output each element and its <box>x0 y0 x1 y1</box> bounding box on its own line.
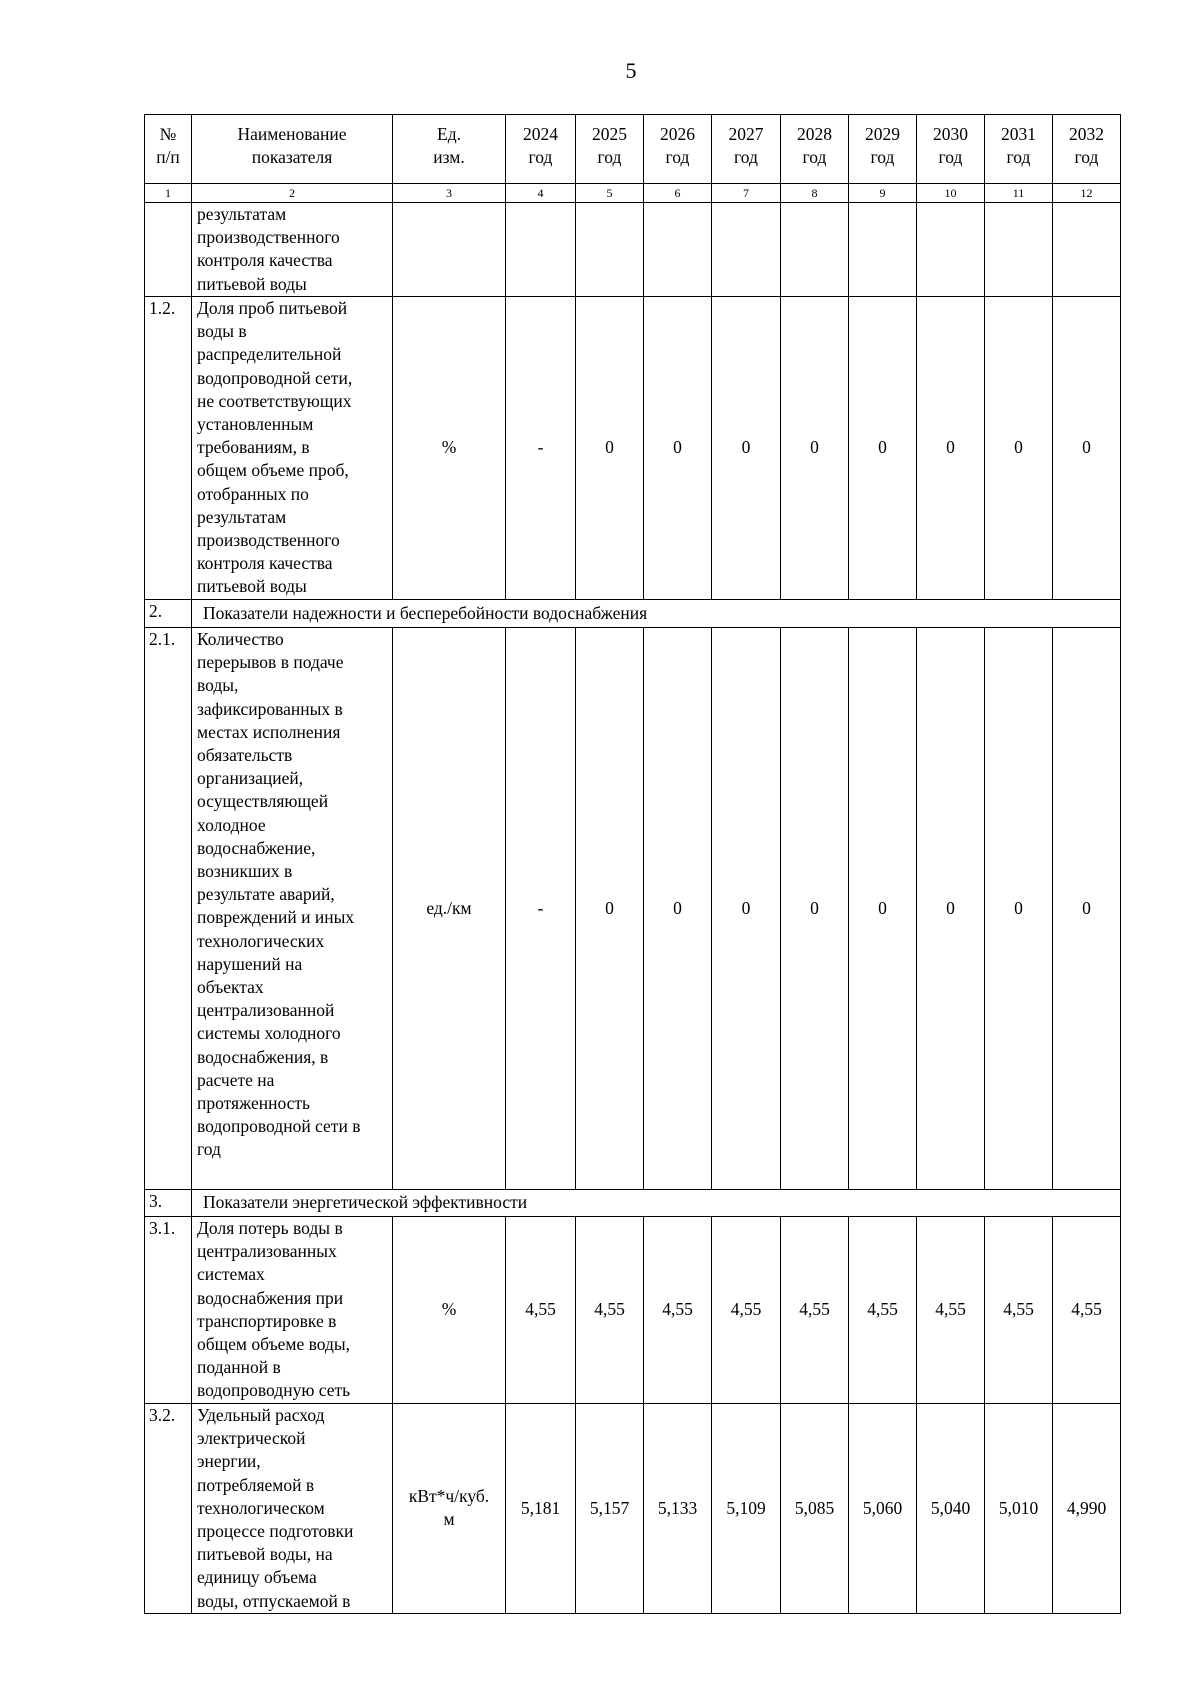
table-row-continuation <box>145 203 1121 297</box>
value-cell: - <box>506 297 576 600</box>
value-cell: 0 <box>917 297 985 600</box>
page-number: 5 <box>625 58 637 83</box>
table-row-2-1 <box>145 628 1121 1190</box>
value-cell: 0 <box>576 628 644 1190</box>
value-cell: 4,55 <box>781 1217 849 1404</box>
value-cell: 0 <box>1053 297 1121 600</box>
table-row-3-1 <box>145 1217 1121 1404</box>
column-number-cell: 8 <box>781 184 849 203</box>
unit-cell: кВт*ч/куб. м <box>393 1404 506 1614</box>
column-number-cell: 10 <box>917 184 985 203</box>
value-cell: 0 <box>644 297 712 600</box>
row-number-cell: 2.1. <box>145 628 192 1190</box>
value-cell: 4,55 <box>712 1217 781 1404</box>
header-cell: Ед. изм. <box>393 115 506 184</box>
header-cell: 2025 год <box>576 115 644 184</box>
header-cell: 2027 год <box>712 115 781 184</box>
column-numbers-row <box>145 184 1121 203</box>
row-number-cell: 1.2. <box>145 297 192 600</box>
value-cell: 5,157 <box>576 1404 644 1614</box>
indicator-name-cell: Количество перерывов в подаче воды, зафиксированных в местах исполнения обязательств организацией, осуществляющей холодное водоснабжение, возникших в результате аварий, повреждений и иных технологических нарушений на объектах централизованной системы холодного водоснабжения, в расчете на протяженность водопроводной сети в год <box>192 628 393 1190</box>
value-cell: 0 <box>849 297 917 600</box>
column-number-cell: 3 <box>393 184 506 203</box>
value-cell: 0 <box>985 297 1053 600</box>
value-cell: 0 <box>576 297 644 600</box>
column-number-cell: 6 <box>644 184 712 203</box>
value-cell: 0 <box>712 297 781 600</box>
value-cell: 0 <box>849 628 917 1190</box>
value-cell: - <box>506 628 576 1190</box>
value-cell: 0 <box>1053 628 1121 1190</box>
value-cell: 5,060 <box>849 1404 917 1614</box>
table-row-1-2 <box>145 297 1121 600</box>
indicator-name-cell: результатам производственного контроля качества питьевой воды <box>192 203 393 297</box>
value-cell: 0 <box>917 628 985 1190</box>
value-cell: 0 <box>781 297 849 600</box>
value-cell: 0 <box>644 628 712 1190</box>
column-number-cell: 5 <box>576 184 644 203</box>
table-row-3-2 <box>145 1404 1121 1614</box>
value-cell: 4,55 <box>1053 1217 1121 1404</box>
value-cell: 0 <box>985 628 1053 1190</box>
row-number-cell: 3.2. <box>145 1404 192 1614</box>
header-cell: 2030 год <box>917 115 985 184</box>
row-number-cell: 3.1. <box>145 1217 192 1404</box>
header-cell: 2031 год <box>985 115 1053 184</box>
header-cell: № п/п <box>145 115 192 184</box>
value-cell: 4,990 <box>1053 1404 1121 1614</box>
header-cell: 2029 год <box>849 115 917 184</box>
value-cell: 5,040 <box>917 1404 985 1614</box>
column-number-cell: 7 <box>712 184 781 203</box>
column-number-cell: 9 <box>849 184 917 203</box>
value-cell: 4,55 <box>849 1217 917 1404</box>
header-cell: 2028 год <box>781 115 849 184</box>
value-cell: 4,55 <box>506 1217 576 1404</box>
section-number-cell: 2. <box>145 600 192 628</box>
section-row-3 <box>145 1190 1121 1217</box>
unit-cell: % <box>393 1217 506 1404</box>
column-number-cell: 11 <box>985 184 1053 203</box>
value-cell: 4,55 <box>576 1217 644 1404</box>
column-number-cell: 4 <box>506 184 576 203</box>
value-cell: 0 <box>712 628 781 1190</box>
header-row <box>145 115 1121 184</box>
value-cell: 5,109 <box>712 1404 781 1614</box>
value-cell: 4,55 <box>985 1217 1053 1404</box>
column-number-cell: 12 <box>1053 184 1121 203</box>
section-title-cell: Показатели энергетической эффективности <box>192 1190 1121 1217</box>
indicator-name-cell: Удельный расход электрической энергии, потребляемой в технологическом процессе подготовки питьевой воды, на единицу объема воды, отпускаемой в <box>192 1404 393 1614</box>
indicator-name-cell: Доля проб питьевой воды в распределительной водопроводной сети, не соответствующих установленным требованиям, в общем объеме проб, отобранных по результатам производственного контроля качества питьевой воды <box>192 297 393 600</box>
header-cell: 2026 год <box>644 115 712 184</box>
column-number-cell: 2 <box>192 184 393 203</box>
value-cell: 5,181 <box>506 1404 576 1614</box>
unit-cell: % <box>393 297 506 600</box>
section-title-cell: Показатели надежности и бесперебойности водоснабжения <box>192 600 1121 628</box>
value-cell: 5,133 <box>644 1404 712 1614</box>
value-cell: 4,55 <box>644 1217 712 1404</box>
value-cell: 5,085 <box>781 1404 849 1614</box>
indicator-name-cell: Доля потерь воды в централизованных системах водоснабжения при транспортировке в общем объеме воды, поданной в водопроводную сеть <box>192 1217 393 1404</box>
value-cell: 5,010 <box>985 1404 1053 1614</box>
section-number-cell: 3. <box>145 1190 192 1217</box>
value-cell: 4,55 <box>917 1217 985 1404</box>
column-number-cell: 1 <box>145 184 192 203</box>
section-row-2 <box>145 600 1121 628</box>
value-cell: 0 <box>781 628 849 1190</box>
unit-cell: ед./км <box>393 628 506 1190</box>
header-cell: 2024 год <box>506 115 576 184</box>
header-cell: Наименование показателя <box>192 115 393 184</box>
row-number-cell <box>145 203 192 297</box>
header-cell: 2032 год <box>1053 115 1121 184</box>
indicators-table <box>144 114 1121 1614</box>
